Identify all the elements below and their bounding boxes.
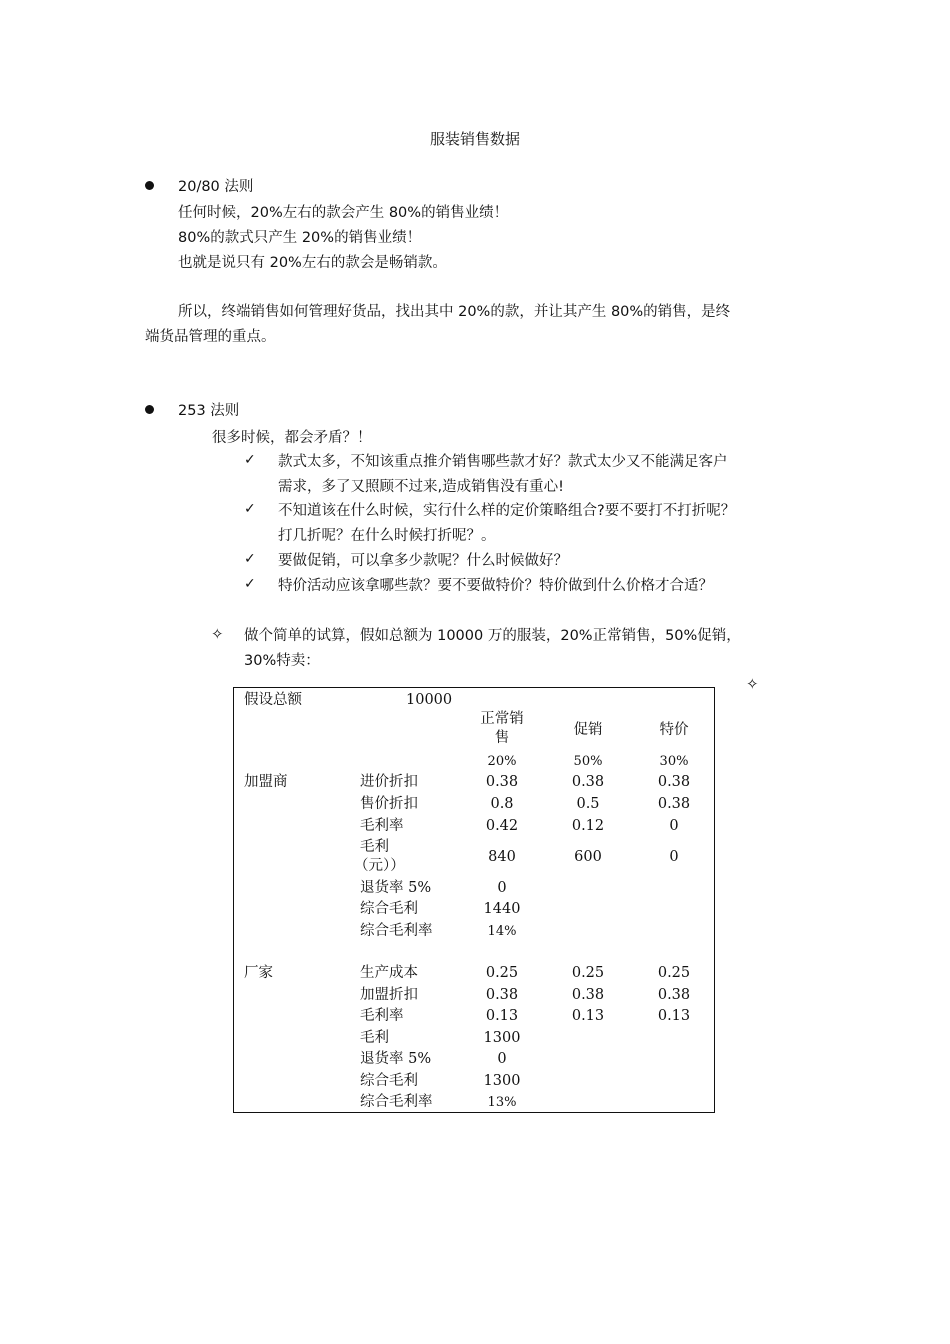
cell-value: 0 bbox=[669, 849, 679, 865]
row-label: 退货率 5% bbox=[360, 1051, 432, 1067]
cell-value: 0.5 bbox=[576, 796, 600, 812]
cell-value: 0.38 bbox=[485, 987, 519, 1003]
cell-value: 0 bbox=[669, 818, 679, 834]
section2-heading: 253 法则 bbox=[178, 403, 240, 419]
document-title: 服装销售数据 bbox=[429, 130, 520, 148]
section1-heading: 20/80 法则 bbox=[178, 179, 254, 195]
section2-intro: 很多时候，都会矛盾？！ bbox=[212, 430, 372, 446]
row-label: 加盟折扣 bbox=[360, 987, 418, 1003]
cell-value: 0.12 bbox=[571, 818, 605, 834]
col-header-promo: 促销 bbox=[573, 722, 603, 738]
calc-text: 做个简单的试算，假如总额为 10000 万的服装，20%正常销售，50%促销， bbox=[244, 628, 741, 644]
diamond-bullet-icon: ✧ bbox=[211, 625, 224, 643]
cell-value: 0 bbox=[497, 880, 507, 896]
diamond-bullet-icon: ✧ bbox=[746, 675, 759, 693]
col-share: 50% bbox=[573, 754, 603, 769]
section1-paragraph: 端货品管理的重点。 bbox=[145, 329, 276, 345]
cell-value: 0.38 bbox=[485, 774, 519, 790]
row-label: 综合毛利率 bbox=[360, 923, 433, 939]
sales-table bbox=[233, 687, 715, 1113]
check-item-text: 要做促销，可以拿多少款呢？什么时候做好？ bbox=[278, 553, 568, 569]
cell-value: 1300 bbox=[483, 1030, 521, 1046]
cell-value: 600 bbox=[574, 849, 602, 865]
row-label: 售价折扣 bbox=[360, 796, 418, 812]
col-share: 30% bbox=[659, 754, 689, 769]
cell-value: 0.13 bbox=[571, 1008, 605, 1024]
calc-text: 30%特卖： bbox=[244, 653, 320, 669]
row-label: （元）） bbox=[354, 858, 405, 874]
check-item-text: 打几折呢？在什么时候打折呢？。 bbox=[278, 528, 496, 544]
check-icon: ✓ bbox=[244, 452, 256, 468]
row-label: 综合毛利 bbox=[360, 1073, 418, 1089]
col-share: 20% bbox=[487, 754, 517, 769]
row-label: 毛利率 bbox=[360, 818, 404, 834]
check-icon: ✓ bbox=[244, 551, 256, 567]
cell-value: 0.25 bbox=[657, 965, 691, 981]
cell-value: 14% bbox=[487, 924, 517, 939]
row-label: 综合毛利率 bbox=[360, 1094, 433, 1110]
cell-value: 0.38 bbox=[657, 796, 691, 812]
col-header-special: 特价 bbox=[659, 722, 689, 738]
cell-value: 0.25 bbox=[485, 965, 519, 981]
cell-value: 0.38 bbox=[657, 987, 691, 1003]
cell-value: 840 bbox=[488, 849, 516, 865]
col-header-normal: 正常销 售 bbox=[480, 711, 524, 746]
row-label: 进价折扣 bbox=[360, 774, 418, 790]
cell-value: 0.13 bbox=[657, 1008, 691, 1024]
row-label: 毛利 bbox=[360, 839, 389, 855]
cell-value: 13% bbox=[487, 1095, 517, 1110]
check-item-text: 不知道该在什么时候，实行什么样的定价策略组合?要不要打不打折呢？ bbox=[278, 503, 736, 519]
cell-value: 0.42 bbox=[485, 818, 519, 834]
section1-line: 任何时候，20%左右的款会产生 80%的销售业绩！ bbox=[178, 205, 509, 221]
check-icon: ✓ bbox=[244, 576, 256, 592]
group-label-manufacturer: 厂家 bbox=[244, 965, 273, 981]
section1-line: 80%的款式只产生 20%的销售业绩！ bbox=[178, 230, 422, 246]
cell-value: 0.38 bbox=[571, 987, 605, 1003]
total-label: 假设总额 bbox=[244, 692, 302, 708]
section1-paragraph: 所以，终端销售如何管理好货品，找出其中 20%的款，并让其产生 80%的销售，是终 bbox=[178, 304, 731, 320]
cell-value: 1300 bbox=[483, 1073, 521, 1089]
row-label: 毛利 bbox=[360, 1030, 389, 1046]
cell-value: 0.38 bbox=[657, 774, 691, 790]
check-item-text: 特价活动应该拿哪些款？要不要做特价？特价做到什么价格才合适？ bbox=[278, 578, 713, 594]
cell-value: 1440 bbox=[483, 901, 521, 917]
cell-value: 0.38 bbox=[571, 774, 605, 790]
cell-value: 0 bbox=[497, 1051, 507, 1067]
row-label: 毛利率 bbox=[360, 1008, 404, 1024]
check-item-text: 需求，多了又照顾不过来,造成销售没有重心! bbox=[278, 479, 564, 495]
cell-value: 0.25 bbox=[571, 965, 605, 981]
bullet-dot bbox=[145, 181, 154, 190]
total-value: 10000 bbox=[406, 692, 453, 708]
group-label-franchisee: 加盟商 bbox=[244, 774, 288, 790]
row-label: 综合毛利 bbox=[360, 901, 418, 917]
row-label: 生产成本 bbox=[360, 965, 418, 981]
check-item-text: 款式太多，不知该重点推介销售哪些款才好？款式太少又不能满足客户 bbox=[278, 454, 728, 470]
section1-line: 也就是说只有 20%左右的款会是畅销款。 bbox=[178, 255, 447, 271]
cell-value: 0.8 bbox=[490, 796, 514, 812]
row-label: 退货率 5% bbox=[360, 880, 432, 896]
check-icon: ✓ bbox=[244, 501, 256, 517]
cell-value: 0.13 bbox=[485, 1008, 519, 1024]
bullet-dot bbox=[145, 405, 154, 414]
